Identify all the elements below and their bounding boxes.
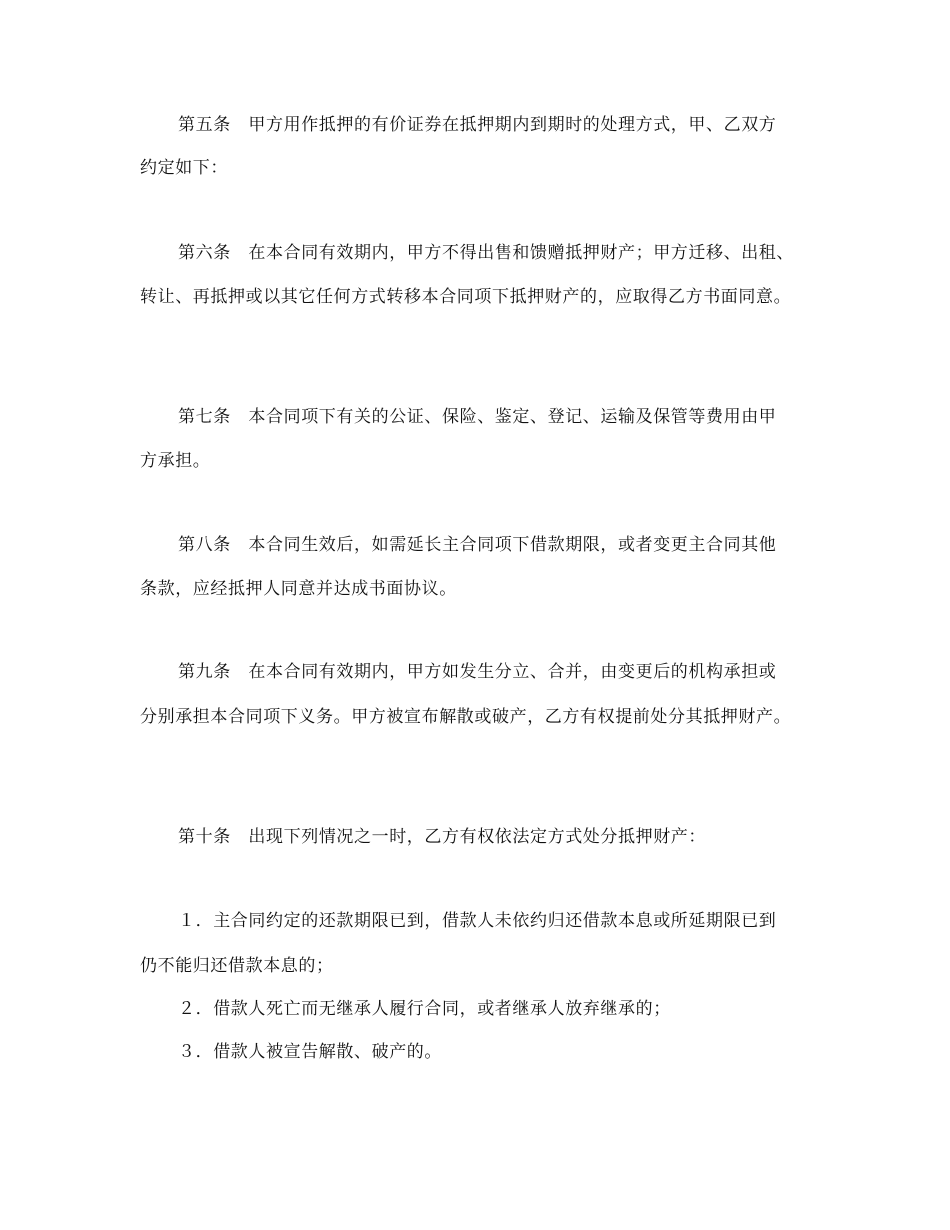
article-8-line-1: 第八条 本合同生效后，如需延长主合同项下借款期限，或者变更主合同其他 bbox=[178, 535, 777, 555]
article-7-line-1: 第七条 本合同项下有关的公证、保险、鉴定、登记、运输及保管等费用由甲 bbox=[178, 407, 777, 427]
article-8-line-2: 条款，应经抵押人同意并达成书面协议。 bbox=[140, 579, 457, 599]
article-5-line-2: 约定如下： bbox=[140, 158, 228, 178]
list-item-1-line-2: 仍不能归还借款本息的； bbox=[140, 956, 334, 976]
list-item-1-line-1: １．主合同约定的还款期限已到，借款人未依约归还借款本息或所延期限已到 bbox=[178, 911, 777, 931]
article-6-line-2: 转让、再抵押或以其它任何方式转移本合同项下抵押财产的，应取得乙方书面同意。 bbox=[140, 287, 792, 307]
article-6-line-1: 第六条 在本合同有效期内，甲方不得出售和馈赠抵押财产；甲方迁移、出租、 bbox=[178, 243, 794, 263]
article-7-line-2: 方承担。 bbox=[140, 451, 211, 471]
article-9-line-2: 分别承担本合同项下义务。甲方被宣布解散或破产，乙方有权提前处分其抵押财产。 bbox=[140, 707, 792, 727]
list-item-2-line-1: ２．借款人死亡而无继承人履行合同，或者继承人放弃继承的； bbox=[178, 999, 671, 1019]
article-10-line-1: 第十条 出现下列情况之一时，乙方有权依法定方式处分抵押财产： bbox=[178, 827, 706, 847]
list-item-3-line-1: ３．借款人被宣告解散、破产的。 bbox=[178, 1042, 442, 1062]
article-5-line-1: 第五条 甲方用作抵押的有价证券在抵押期内到期时的处理方式，甲、乙双方 bbox=[178, 115, 777, 135]
article-9-line-1: 第九条 在本合同有效期内，甲方如发生分立、合并，由变更后的机构承担或 bbox=[178, 662, 777, 682]
